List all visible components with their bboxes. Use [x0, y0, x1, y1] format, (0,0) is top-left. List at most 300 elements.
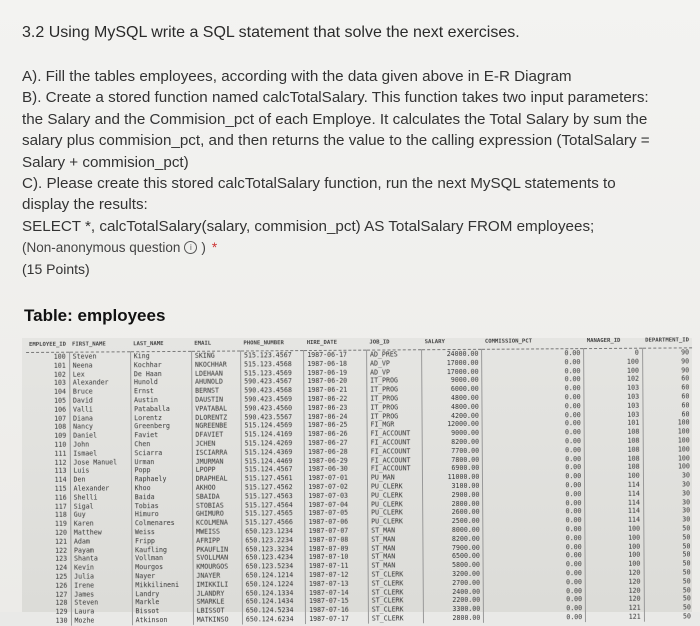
table-cell: 515.127.4565 — [242, 509, 305, 518]
table-cell: ST_MAN — [368, 553, 423, 562]
table-cell: ISCIARRA — [192, 448, 241, 457]
table-cell: Baida — [131, 493, 192, 502]
table-cell: 119 — [54, 519, 67, 528]
sql-statement: SELECT *, calcTotalSalary(salary, commision_pct) AS TotalSalary FROM employees; — [22, 217, 595, 235]
table-cell: 1987-07-13 — [305, 579, 368, 588]
table-cell: 7700.00 — [422, 447, 482, 456]
table-cell: 100 — [585, 525, 643, 534]
table-cell: Kaufling — [132, 545, 193, 554]
table-cell: Ernst — [131, 387, 192, 396]
table-cell: 17000.00 — [422, 367, 482, 376]
instruction-line-b2: the Salary and the Commision_pct of each Employe. It calculates the Total Salary by sum the — [22, 110, 648, 128]
table-cell: 515.124.4567 — [241, 465, 304, 474]
table-cell: 2800.00 — [424, 614, 484, 623]
instruction-line-c1: C). Please create this stored calcTotalSalary function, run the next MySQL statements to — [22, 175, 616, 193]
table-cell: 1987-07-06 — [305, 518, 368, 527]
table-cell: Landry — [132, 589, 193, 598]
table-cell: 100 — [643, 454, 693, 463]
table-cell: 90 — [642, 357, 692, 366]
instruction-line-b3: salary plus commision_pct, and then returns the value to the calling expression (TotalSalary = — [22, 132, 650, 150]
table-cell: 1987-07-08 — [305, 535, 368, 544]
table-cell: 121 — [586, 613, 644, 622]
table-cell: 1987-06-29 — [305, 456, 368, 465]
table-cell: 11000.00 — [423, 473, 483, 482]
table-cell: LBISSOT — [193, 607, 242, 616]
table-cell: 650.124.1434 — [242, 597, 305, 606]
table-cell: JMURMAN — [192, 457, 241, 466]
table-cell: 8200.00 — [423, 535, 483, 544]
table-cell: 114 — [585, 498, 643, 507]
table-cell: IT_PROG — [367, 412, 422, 421]
table-cell: ST_MAN — [368, 526, 423, 535]
table-cell: 0.00 — [482, 411, 584, 421]
table-cell: AD_VP — [366, 359, 421, 368]
table-cell: 515.124.4569 — [241, 421, 304, 430]
table-cell: 1987-06-18 — [304, 359, 367, 368]
table-cell: FI_MGR — [367, 421, 422, 430]
table-cell: 120 — [54, 528, 67, 537]
table-cell: 120 — [585, 569, 643, 578]
table-cell: Mozhe — [71, 616, 132, 625]
table-cell: 650.123.4234 — [242, 553, 305, 562]
table-cell: Chen — [131, 440, 192, 449]
table-cell: 102 — [53, 370, 66, 379]
table-cell: JLANDRY — [193, 589, 242, 598]
table-cell: PU_CLERK — [367, 500, 422, 509]
table-cell: DFAVIET — [192, 431, 241, 440]
table-cell: Jose Manuel — [70, 458, 131, 467]
table-cell: DRAPHEAL — [192, 475, 241, 484]
table-cell: 1987-07-11 — [305, 562, 368, 571]
table-cell: LPOPP — [192, 466, 241, 475]
table-cell: 108 — [54, 423, 67, 432]
table-cell: 3300.00 — [423, 605, 483, 614]
table-cell: 515.124.4369 — [241, 448, 304, 457]
table-cell: 110 — [54, 440, 67, 449]
table-cell: 6500.00 — [423, 552, 483, 561]
col-header-hire-date: HIRE_DATE — [304, 338, 367, 351]
table-cell: 515.124.4169 — [241, 430, 304, 439]
table-cell: 1987-06-22 — [304, 395, 367, 404]
table-cell: 100 — [643, 463, 693, 472]
table-cell: 0.00 — [483, 534, 585, 544]
table-cell: 1987-06-28 — [304, 447, 367, 456]
table-cell: 650.123.5234 — [242, 562, 305, 571]
table-cell: 114 — [585, 489, 643, 498]
table-cell: Pataballa — [131, 405, 192, 414]
table-cell: 120 — [585, 586, 643, 595]
table-cell: 12000.00 — [422, 420, 482, 429]
table-cell: 108 — [584, 428, 642, 437]
table-cell: 1987-07-02 — [305, 483, 368, 492]
table-cell: 90 — [642, 366, 692, 375]
table-cell: Bissot — [132, 607, 193, 616]
table-cell: 108 — [584, 437, 642, 446]
table-cell: 100 — [643, 445, 693, 454]
table-cell: Tobias — [131, 501, 192, 510]
table-cell: Daniel — [70, 431, 131, 440]
table-cell: 1987-07-07 — [305, 527, 368, 536]
table-cell: AFRIPP — [193, 536, 242, 545]
table-cell: ST_MAN — [368, 561, 423, 570]
table-cell: 0.00 — [482, 375, 584, 385]
table-cell: 2700.00 — [423, 579, 483, 588]
table-cell: SMARKLE — [193, 598, 242, 607]
table-cell: Steven — [71, 599, 132, 608]
table-cell: IMIKKILI — [193, 580, 242, 589]
table-cell: 128 — [55, 599, 68, 608]
table-cell: Guy — [70, 511, 131, 520]
table-cell: JNAYER — [193, 571, 242, 580]
table-cell: 515.127.4562 — [241, 483, 304, 492]
table-cell: 102 — [584, 375, 642, 384]
table-cell: 50 — [644, 568, 694, 577]
table-cell: 6000.00 — [422, 385, 482, 394]
table-cell: 1987-07-16 — [306, 606, 369, 615]
table-cell: 0.00 — [482, 428, 584, 438]
table-cell: 100 — [585, 560, 643, 569]
table-cell: Bruce — [69, 387, 130, 396]
table-cell: 60 — [643, 401, 693, 410]
table-cell: 4800.00 — [422, 403, 482, 412]
col-header-salary: SALARY — [422, 337, 482, 350]
table-cell: John — [70, 440, 131, 449]
table-cell: 0.00 — [484, 613, 586, 623]
table-cell: PU_CLERK — [367, 491, 422, 500]
table-cell: 125 — [55, 572, 68, 581]
table-cell: 8200.00 — [422, 438, 482, 447]
table-cell: 114 — [54, 475, 67, 484]
table-cell: 0.00 — [483, 472, 585, 482]
table-cell: 109 — [54, 431, 67, 440]
table-cell: 515.123.4569 — [241, 369, 304, 378]
table-cell: ST_MAN — [368, 544, 423, 553]
table-cell: 103 — [584, 410, 642, 419]
table-cell: 30 — [643, 515, 693, 524]
table-cell: 590.423.4560 — [241, 404, 304, 413]
table-cell: 1987-06-30 — [305, 465, 368, 474]
table-title: Table: employees — [24, 306, 166, 325]
table-cell: 0.00 — [483, 507, 585, 517]
instruction-line-a: A). Fill the tables employees, according with the data given above in E-R Diagram — [22, 68, 572, 85]
table-cell: IT_PROG — [367, 394, 422, 403]
table-cell: 0.00 — [483, 516, 585, 526]
question-title: 3.2 Using MySQL write a SQL statement that solve the next exercises. — [22, 24, 520, 41]
table-cell: 4200.00 — [422, 411, 482, 420]
table-cell: 0.00 — [483, 481, 585, 491]
table-cell: 117 — [54, 502, 67, 511]
table-cell: 0.00 — [484, 587, 586, 597]
table-cell: 127 — [55, 590, 68, 599]
table-cell: Shelli — [70, 493, 131, 502]
table-cell: 115 — [54, 484, 67, 493]
table-cell: Lorentz — [131, 413, 192, 422]
table-cell: 60 — [642, 384, 692, 393]
table-cell: 0.00 — [482, 393, 584, 403]
table-cell: 4800.00 — [422, 394, 482, 403]
table-cell: 1987-06-21 — [304, 386, 367, 395]
table-cell: 0.00 — [483, 446, 585, 456]
table-cell: 103 — [584, 393, 642, 402]
table-cell: 7900.00 — [423, 543, 483, 552]
table-cell: ST_MAN — [368, 535, 423, 544]
table-cell: 105 — [54, 396, 66, 405]
table-cell: Weiss — [131, 528, 192, 537]
table-cell: 2900.00 — [423, 491, 483, 500]
table-cell: 1987-07-17 — [306, 615, 369, 624]
table-cell: James — [71, 590, 132, 599]
table-cell: 100 — [643, 428, 693, 437]
instruction-line-b4: Salary + commision_pct) — [22, 153, 189, 171]
table-cell: 100 — [585, 472, 643, 481]
table-cell: 50 — [644, 533, 694, 542]
table-cell: Sigal — [70, 502, 131, 511]
table-cell: 101 — [584, 419, 642, 428]
table-cell: ST_CLERK — [368, 597, 423, 606]
table-cell: 126 — [55, 581, 68, 590]
table-cell: GHIMURO — [192, 510, 241, 519]
table-cell: Steven — [69, 352, 130, 362]
table-cell: 590.423.5567 — [241, 413, 304, 422]
table-cell: 104 — [53, 387, 66, 396]
table-cell: 100 — [53, 352, 66, 361]
table-cell: 30 — [643, 489, 693, 498]
table-cell: Payam — [70, 546, 131, 555]
table-cell: 3200.00 — [423, 570, 483, 579]
table-cell: 0.00 — [483, 437, 585, 447]
table-cell: 101 — [53, 361, 66, 370]
table-cell: 122 — [55, 546, 68, 555]
table-cell: 0.00 — [483, 525, 585, 535]
table-cell: Alexander — [70, 484, 131, 493]
table-cell: 0.00 — [483, 490, 585, 500]
table-cell: Irene — [71, 581, 132, 590]
table-cell: Fripp — [132, 537, 193, 546]
table-cell: AD_VP — [367, 368, 422, 377]
col-header-job-id: JOB_ID — [366, 337, 421, 350]
table-cell: 0.00 — [482, 367, 584, 377]
table-cell: VPATABAL — [192, 404, 241, 413]
employees-table — [26, 335, 694, 625]
table-cell: 0.00 — [483, 455, 585, 465]
table-cell: 50 — [644, 603, 694, 612]
table-cell: 24000.00 — [422, 349, 482, 359]
table-cell: 590.423.4569 — [241, 395, 304, 404]
table-cell: FI_ACCOUNT — [367, 429, 422, 438]
table-cell: Popp — [131, 466, 192, 475]
table-cell: 50 — [644, 559, 694, 568]
col-header-employee-id: EMPLOYEE_ID — [26, 340, 69, 353]
table-cell: 114 — [585, 481, 643, 490]
table-cell: 30 — [643, 507, 693, 516]
table-cell: Mikkilineni — [132, 581, 193, 590]
table-cell: 1987-07-05 — [305, 509, 368, 518]
col-header-commission: COMMISSION_PCT — [482, 336, 584, 349]
table-cell: Shanta — [71, 555, 132, 564]
table-cell: 112 — [54, 458, 67, 467]
table-cell: ST_CLERK — [368, 614, 423, 623]
table-cell: 2200.00 — [423, 596, 483, 605]
table-cell: 0.00 — [484, 595, 586, 605]
table-cell: FI_ACCOUNT — [367, 438, 422, 447]
table-cell: 515.127.4563 — [241, 492, 304, 501]
table-cell: 0.00 — [483, 569, 585, 579]
table-cell: 650.124.1334 — [242, 589, 305, 598]
table-cell: 2400.00 — [423, 587, 483, 596]
table-cell: Laura — [71, 607, 132, 616]
table-cell: 50 — [644, 551, 694, 560]
table-cell: 7800.00 — [422, 455, 482, 464]
table-cell: ST_CLERK — [368, 605, 423, 614]
table-cell: 1987-07-03 — [305, 491, 368, 500]
table-cell: PU_CLERK — [367, 482, 422, 491]
table-cell: 116 — [54, 493, 67, 502]
table-cell: FI_ACCOUNT — [367, 447, 422, 456]
table-cell: 9000.00 — [422, 429, 482, 438]
table-cell: 30 — [643, 498, 693, 507]
table-cell: SVOLLMAN — [193, 554, 242, 563]
table-cell: 50 — [644, 595, 694, 604]
table-cell: 129 — [55, 607, 68, 616]
table-cell: 1987-07-12 — [305, 571, 368, 580]
table-cell: Neena — [69, 361, 130, 370]
table-cell: 100 — [643, 419, 693, 428]
table-cell: 2800.00 — [423, 499, 483, 508]
table-cell: 6900.00 — [423, 464, 483, 473]
table-cell: Vollman — [132, 554, 193, 563]
table-cell: ST_CLERK — [368, 570, 423, 579]
table-cell: Alexander — [69, 379, 130, 388]
table-cell: 650.124.6234 — [242, 615, 305, 624]
table-cell: Austin — [131, 396, 192, 405]
table-cell: Khoo — [131, 484, 192, 493]
table-cell: 515.127.4566 — [242, 518, 305, 527]
table-cell: 515.124.4469 — [241, 457, 304, 466]
table-cell: 60 — [643, 392, 693, 401]
table-cell: David — [69, 396, 130, 405]
question-note-close: ) — [201, 240, 206, 256]
table-cell: Adam — [70, 537, 131, 546]
table-cell: Karen — [70, 519, 131, 528]
table-cell: 114 — [585, 507, 643, 516]
table-cell: 120 — [586, 595, 644, 604]
table-cell: 1987-06-26 — [304, 430, 367, 439]
table-cell: 124 — [55, 563, 68, 572]
table-cell: 1987-07-15 — [305, 597, 368, 606]
table-cell: SKING — [191, 351, 240, 361]
table-cell: 121 — [586, 604, 644, 613]
table-cell: 50 — [643, 524, 693, 533]
table-cell: 1987-06-23 — [304, 403, 367, 412]
table-cell: De Haan — [130, 369, 191, 378]
table-cell: IT_PROG — [367, 377, 422, 386]
table-cell: Valli — [70, 405, 131, 414]
table-cell: 2600.00 — [423, 508, 483, 517]
table-cell: Sciarra — [131, 449, 192, 458]
table-cell: Den — [70, 475, 131, 484]
table-cell: Julia — [71, 572, 132, 581]
table-cell: 100 — [584, 366, 642, 375]
table-cell: MATKINSO — [193, 615, 242, 624]
table-cell: 123 — [55, 555, 68, 564]
table-cell: 0.00 — [483, 560, 585, 570]
table-cell: 50 — [644, 542, 694, 551]
points-label: (15 Points) — [22, 260, 90, 277]
question-note-text: (Non-anonymous question — [22, 240, 181, 256]
table-cell: 1987-07-09 — [305, 544, 368, 553]
table-cell: 1987-07-10 — [305, 553, 368, 562]
table-cell: 17000.00 — [422, 359, 482, 368]
table-cell: 1987-06-19 — [304, 368, 367, 377]
table-cell: Atkinson — [132, 616, 193, 625]
table-cell: 103 — [584, 401, 642, 410]
col-header-email: EMAIL — [191, 339, 240, 352]
table-cell: 590.423.4567 — [241, 377, 304, 386]
table-cell: 515.127.4561 — [241, 474, 304, 483]
table-cell: Himuro — [131, 510, 192, 519]
table-cell: 111 — [54, 449, 67, 458]
table-cell: IT_PROG — [367, 403, 422, 412]
table-cell: 100 — [585, 542, 643, 551]
table-cell: Colmenares — [131, 519, 192, 528]
table-cell: 515.123.4567 — [241, 351, 304, 361]
table-cell: KCOLMENA — [193, 519, 242, 528]
required-asterisk: * — [211, 240, 218, 256]
table-cell: 118 — [54, 511, 67, 520]
table-cell: PKAUFLIN — [193, 545, 242, 554]
table-cell: 0 — [584, 348, 642, 358]
table-cell: 0.00 — [483, 543, 585, 553]
table-cell: ST_CLERK — [368, 579, 423, 588]
table-cell: 0.00 — [482, 419, 584, 429]
instruction-line-c2: display the results: — [22, 196, 148, 214]
info-icon[interactable]: i — [184, 241, 197, 254]
table-cell: 120 — [585, 577, 643, 586]
table-cell: 650.124.1224 — [242, 580, 305, 589]
table-cell: 650.124.5234 — [242, 606, 305, 615]
table-cell: 515.124.4269 — [241, 439, 304, 448]
table-cell: ST_CLERK — [368, 588, 423, 597]
table-cell: AD_PRES — [366, 350, 421, 360]
table-cell: 0.00 — [482, 402, 584, 412]
question-note — [22, 237, 687, 258]
table-cell: 108 — [585, 454, 643, 463]
table-cell: PU_CLERK — [368, 509, 423, 518]
table-cell: Lex — [69, 370, 130, 379]
table-cell: NKOCHHAR — [191, 360, 240, 369]
table-cell: FI_ACCOUNT — [367, 456, 422, 465]
table-cell: PU_CLERK — [368, 517, 423, 526]
table-cell: Kevin — [71, 563, 132, 572]
table-cell: 50 — [644, 586, 694, 595]
table-cell: 0.00 — [482, 358, 584, 368]
col-header-last-name: LAST_NAME — [130, 339, 191, 352]
col-header-department-id: DEPARTMENT_ID — [642, 335, 692, 348]
table-cell: Greenberg — [131, 422, 192, 431]
instruction-line-b1: B). Create a stored function named calcTotalSalary. This function takes two input parameters: — [22, 89, 649, 107]
table-cell: Nancy — [70, 423, 131, 432]
table-cell: 2500.00 — [423, 517, 483, 526]
table-cell: FI_ACCOUNT — [367, 465, 422, 474]
table-cell: 650.123.2234 — [242, 536, 305, 545]
table-cell: 1987-07-14 — [305, 588, 368, 597]
table-cell: 60 — [643, 410, 693, 419]
table-cell: 103 — [584, 384, 642, 393]
table-cell: NGREENBE — [192, 422, 241, 431]
table-cell: 100 — [585, 551, 643, 560]
col-header-first-name: FIRST_NAME — [69, 339, 130, 352]
table-cell: 650.124.1214 — [242, 571, 305, 580]
